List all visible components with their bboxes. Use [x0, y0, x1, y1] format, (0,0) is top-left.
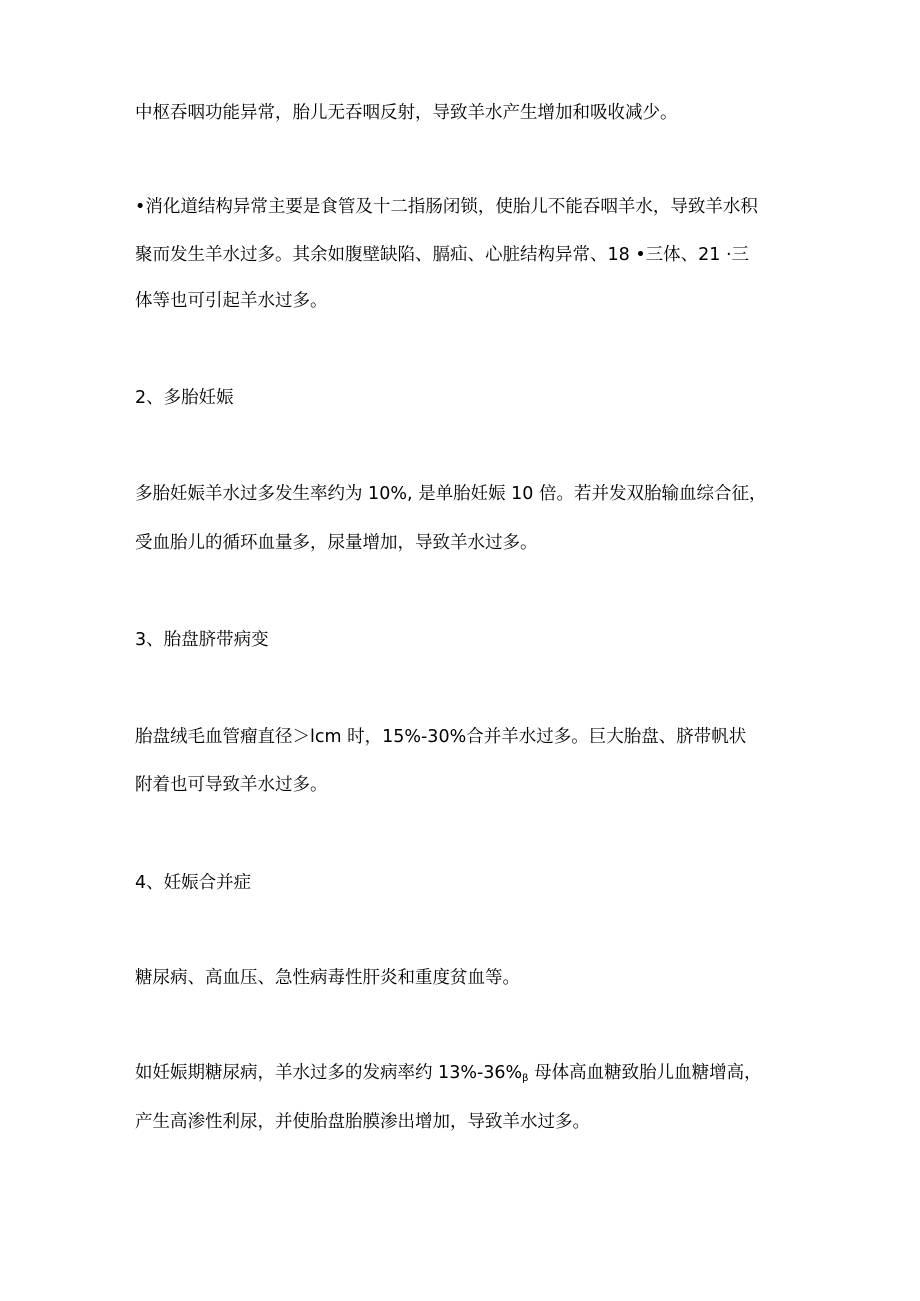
paragraph-line: 受血胎儿的循环血量多，尿量增加，导致羊水过多。 [135, 533, 538, 553]
text-segment: 如妊娠期糖尿病，羊水过多的发病率约 13%-36% [135, 1063, 523, 1083]
section-heading: 2、多胎妊娠 [135, 388, 234, 408]
paragraph-line: 中枢吞咽功能异常，胎儿无吞咽反射，导致羊水产生增加和吸收减少。 [135, 103, 678, 123]
paragraph-line: 聚而发生羊水过多。其余如腹壁缺陷、膈疝、心脏结构异常、18 •三体、21 ·三 [135, 245, 750, 265]
subscript-mark: β [522, 1073, 529, 1084]
paragraph-line: 糖尿病、高血压、急性病毒性肝炎和重度贫血等。 [135, 968, 520, 988]
section-heading: 3、胎盘脐带病变 [135, 630, 269, 650]
text-segment: 母体高血糖致胎儿血糖增高， [528, 1063, 762, 1083]
paragraph-line: •消化道结构异常主要是食管及十二指肠闭锁，使胎儿不能吞咽羊水，导致羊水积 [135, 197, 758, 217]
paragraph-line [135, 1061, 815, 1091]
paragraph-line: 产生高渗性利尿，并使胎盘胎膜渗出增加，导致羊水过多。 [135, 1112, 590, 1132]
paragraph-line: 多胎妊娠羊水过多发生率约为 10%, 是单胎妊娠 10 倍。若并发双胎输血综合征， [135, 484, 767, 504]
paragraph-line: 附着也可导致羊水过多。 [135, 775, 328, 795]
paragraph-line: 体等也可引起羊水过多。 [135, 291, 328, 311]
section-heading: 4、妊娠合并症 [135, 873, 252, 893]
paragraph-line: 胎盘绒毛血管瘤直径＞lcm 时，15%-30%合并羊水过多。巨大胎盘、脐带帆状 [135, 727, 747, 747]
